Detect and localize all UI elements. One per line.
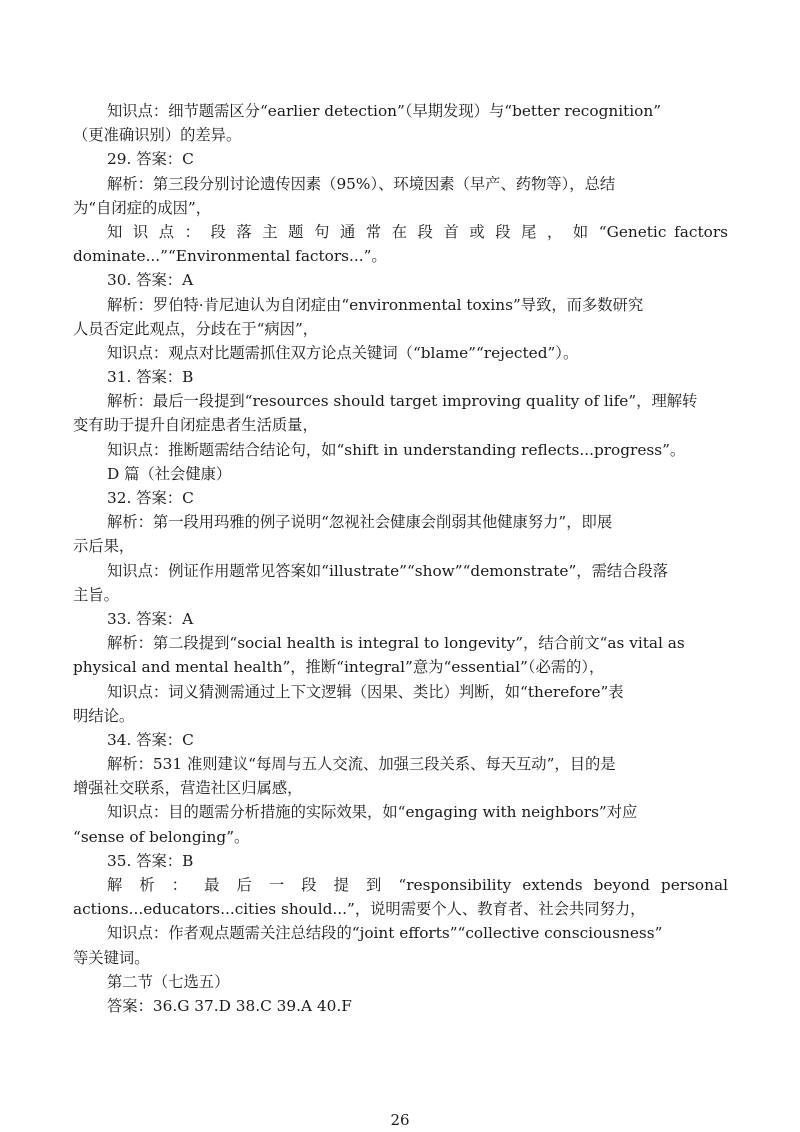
answer-heading: 34. 答案：C <box>107 730 194 749</box>
text-line: 明结论。 <box>73 706 135 725</box>
knowledge-point-line: 知 识 点 ： 段 落 主 题 句 通 常 在 段 首 或 段 尾 ， 如 “Genetic factors <box>107 222 728 241</box>
answer-heading: 30. 答案：A <box>107 271 194 290</box>
text-line: physical and mental health”，推断“integral”意为“essential”（必需的）， <box>73 658 605 677</box>
analysis-line: 解析：531 准则建议“每周与五人交流、加强三段关系、每天互动”，目的是 <box>107 755 616 774</box>
knowledge-point-line: 知识点：目的题需分析措施的实际效果，如“engaging with neighbors”对应 <box>107 803 638 822</box>
knowledge-point-line: 知识点：观点对比题需抓住双方论点关键词（“blame”“rejected”）。 <box>107 343 579 362</box>
text-line: 主旨。 <box>73 585 119 604</box>
text-line: 人员否定此观点，分歧在于“病因”， <box>73 319 319 338</box>
analysis-line: 解析：第一段用玛雅的例子说明“忽视社会健康会削弱其他健康努力”，即展 <box>107 513 613 532</box>
answer-heading: 31. 答案：B <box>107 368 194 387</box>
text-line: 示后果， <box>73 537 135 556</box>
text-line: actions...educators...cities should...”，说明需要个人、教育者、社会共同努力， <box>73 900 646 919</box>
text-line: 增强社交联系，营造社区归属感， <box>73 779 303 798</box>
knowledge-point-line: 知识点：词义猜测需通过上下文逻辑（因果、类比）判断，如“therefore”表 <box>107 682 624 701</box>
text-line: （更准确识别）的差异。 <box>73 126 242 145</box>
knowledge-point-line: 知识点：例证作用题常见答案如“illustrate”“show”“demonstrate”，需结合段落 <box>107 561 669 580</box>
analysis-line: 解析：最后一段提到“resources should target improving quality of life”，理解转 <box>107 392 698 411</box>
text-line: 知识点：细节题需区分“earlier detection”（早期发现）与“better recognition” <box>107 102 662 120</box>
knowledge-point-line: 知识点：推断题需结合结论句，如“shift in understanding reflects...progress”。 <box>107 440 686 459</box>
text-line: dominate...”“Environmental factors...”。 <box>73 247 387 266</box>
analysis-line: 解析：第二段提到“social health is integral to longevity”，结合前文“as vital as <box>107 634 685 653</box>
page-number: 26 <box>390 1111 410 1129</box>
analysis-line: 解析：罗伯特·肯尼迪认为自闭症由“environmental toxins”导致，而多数研究 <box>107 295 644 314</box>
analysis-line: 解析：第三段分别讨论遗传因素（95%）、环境因素（早产、药物等），总结 <box>107 174 616 193</box>
section-heading: 第二节（七选五） <box>107 972 230 991</box>
answer-heading: 35. 答案：B <box>107 851 194 870</box>
answer-key-line: 答案：36.G 37.D 38.C 39.A 40.F <box>107 996 352 1015</box>
document-body <box>73 99 728 1018</box>
text-line: 为“自闭症的成因”， <box>73 198 212 217</box>
answer-heading: 29. 答案：C <box>107 150 194 169</box>
text-line: 变有助于提升自闭症患者生活质量， <box>73 416 318 435</box>
text-line: 等关键词。 <box>73 948 150 967</box>
knowledge-point-line: 知识点：作者观点题需关注总结段的“joint efforts”“collective consciousness” <box>107 924 663 943</box>
text-line: “sense of belonging”。 <box>73 827 250 846</box>
answer-heading: 33. 答案：A <box>107 609 194 628</box>
section-heading: D 篇（社会健康） <box>107 464 232 483</box>
answer-heading: 32. 答案：C <box>107 489 194 507</box>
analysis-line: 解 析 ： 最 后 一 段 提 到 “responsibility extends beyond personal <box>107 876 728 894</box>
